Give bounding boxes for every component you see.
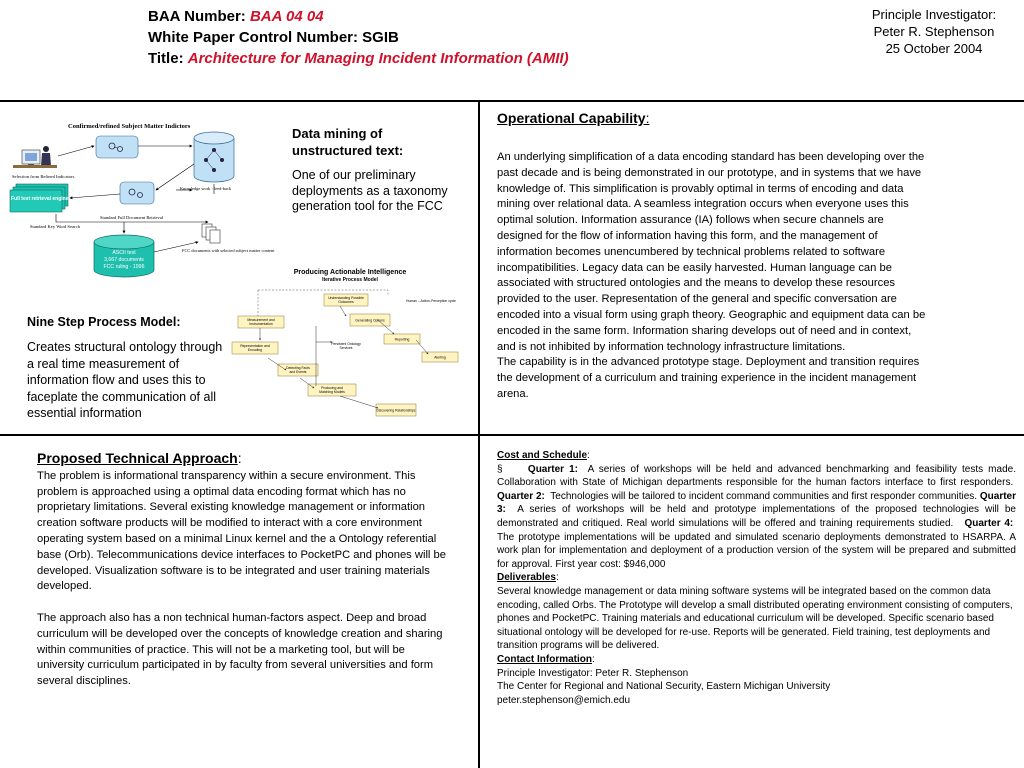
contact-org: The Center for Regional and National Security, Eastern Michigan University	[497, 681, 831, 693]
process-model-figure	[228, 266, 470, 430]
baa-label: BAA Number:	[148, 8, 250, 25]
ascii-database-icon	[94, 235, 154, 277]
cost-colon: :	[587, 450, 590, 461]
data-mining-figure	[8, 118, 283, 278]
indicator-card-icon	[96, 136, 138, 158]
label-standard-key: Standard Key Word Search	[30, 224, 80, 229]
figure2-legend: Human – Action-Perception cycle	[406, 299, 456, 303]
approach-colon: :	[237, 450, 242, 466]
process-box-label: Alerting	[434, 355, 446, 360]
process-box-label: Producing and Matching Models	[319, 386, 345, 394]
operational-heading	[497, 110, 649, 126]
data-mining-heading: Data mining of unstructured text:	[292, 126, 404, 158]
investigator-block	[854, 6, 1014, 57]
q2-text: Technologies will be tailored to incident command communities and first responder communities.	[550, 490, 978, 502]
document-title: Architecture for Managing Incident Information (AMII)	[187, 50, 569, 67]
process-box-label: Detecting Facts and Events	[286, 366, 310, 374]
q2-label: Quarter 2:	[497, 490, 545, 502]
operational-body	[497, 150, 927, 403]
cost-section	[497, 449, 1016, 707]
analyst-icon	[13, 146, 57, 168]
document-date: 25 October 2004	[885, 41, 983, 56]
white-paper-number: White Paper Control Number: SGIB	[148, 29, 399, 46]
q3-label: Quarter 3:	[497, 490, 1016, 516]
fcc-documents-icon	[202, 224, 220, 243]
db-line2: 3,667 documents	[104, 257, 144, 263]
process-box-label: Persistent Ontology Services	[331, 342, 361, 350]
process-box-label: Discovering Relationships	[376, 408, 416, 413]
deliverables-text: Several knowledge management or data mining software systems will be integrated based on the common data encoding, called Orbs. The Prototype will develop a small distributed operating environment consisting of computers, phones and PocketPC. Training materials and educational curriculum will be developed. Specific scenario based situational ontology will be developed for re-use. Reports will be generated. Field training, test deployments and transition programs will be delivered.	[497, 585, 1013, 652]
label-selection: Selection from Refined Indicators	[12, 174, 75, 179]
operational-para2: The capability is in the advanced prototype stage. Deployment and transition requires the development of a curriculum and training experience in the incident management arena.	[497, 356, 920, 400]
label-knowledge: Knowledge work : feed-back	[180, 186, 232, 191]
approach-heading: Proposed Technical Approach	[37, 450, 238, 466]
refined-card-icon	[120, 182, 154, 204]
pi-label: Principle Investigator:	[871, 7, 997, 22]
process-box-label: Measurement and Instrumentation	[247, 318, 275, 326]
data-mining-body: One of our preliminary deployments as a taxonomy generation tool for the FCC	[292, 168, 448, 213]
title-label: Title:	[148, 50, 188, 67]
process-box-label: Understanding Possible Outcomes	[328, 296, 364, 304]
column-divider	[478, 100, 480, 768]
approach-para1: The problem is informational transparency within a secure environment. This problem is approached using a optimal data encoding format which has no proprietary limitations. Several existing knowledge management or information creation software products will be modified to interact with a core environment operating system based on a minimal Linux kernel and the a Ontology referential base (Orb). Telecommunications device interfaces to PocketPC and phones will be developed. Visualization software is to be integrated and user training materials developed.	[37, 469, 446, 593]
contact-colon: :	[592, 653, 595, 665]
middle-divider	[0, 434, 1024, 436]
q4-text: The prototype implementations will be updated and simulated scenario deployments demonstrated to HSARPA. A work plan for implementation and deployment of a production version of the system will be prepared and submitted for approval. First year cost: $946,000	[497, 531, 1016, 570]
operational-heading-text: Operational Capability	[497, 110, 646, 126]
q3-text: A series of workshops will be held and prototype implementations of the proposed technologies will be demonstrated and critiqued. Real world simulations will be offered and training requirements studied.	[497, 504, 1016, 529]
bullet-icon: §	[497, 463, 503, 475]
operational-colon: :	[645, 110, 650, 126]
nine-step-body: Creates structural ontology through a real time measurement of information flow and uses this to faceplate the communication of all essential information	[27, 340, 223, 420]
q1-text: A series of workshops will be held and advanced benchmarking and feasibility tests made. Collaboration with State of Michigan departments responsible for the human factors interface to first responders.	[497, 463, 1016, 489]
figure2-title: Producing Actionable Intelligence	[293, 269, 407, 276]
q1-label: Quarter 1:	[527, 463, 579, 475]
process-box-label: Reporting	[394, 337, 410, 342]
knowledge-base-icon	[194, 132, 234, 182]
process-box-label: Generating Options	[355, 318, 385, 323]
deliverables-colon: :	[555, 572, 559, 584]
baa-number: BAA 04 04	[249, 8, 324, 25]
label-full-doc: Standard Full Document Retrieval	[100, 215, 164, 220]
header-divider	[0, 100, 1024, 102]
process-box-label: Representation and Encoding	[240, 344, 270, 352]
nine-step-heading: Nine Step Process Model:	[27, 315, 181, 329]
operational-para1: An underlying simplification of a data encoding standard has been developing over the past decade and is being demonstrated in our prototype, and in systems that we have knowledge of. This simplification is provably optimal in terms of encoding and data mining over relational data. A seamless integration occurs when everyone uses this optimal solution. Information assurance (IA) follows when secure channels are designed for the flow of information having this form, and the management of information becomes unencumbered by technical problems related to software incompatibilities. Legacy data can be easily harvested. Human language can be associated with structured ontologies and the means to develop these resources provided to the user. Representation of the general and specific conversation are encoded into a visual form using graph theory. Geographic and equipment data can be encoded in the same form. Information sharing develops out of need and in context, and is not inhibited by information technology infrastructure limitations.	[497, 151, 926, 353]
approach-section	[37, 451, 452, 690]
contact-pi: Principle Investigator: Peter R. Stephenson	[497, 667, 689, 679]
contact-email[interactable]: peter.stephenson@emich.edu	[497, 694, 631, 706]
approach-para2: The approach also has a non technical human-factors aspect. Deep and broad curriculum will be developed over the concepts of knowledge creation and sharing within communities of practice. This will not be a marketing tool, but will be university curriculum participated in by faculty from several universities and form several disciplines.	[37, 611, 443, 688]
figure2-subtitle: Iterative Process Model	[322, 277, 378, 283]
figure1-title: Confirmed/refined Subject Matter Indictors	[68, 123, 191, 130]
q4-label: Quarter 4:	[964, 517, 1014, 529]
contact-heading: Contact Information	[497, 653, 592, 665]
cost-heading: Cost and Schedule	[497, 450, 588, 461]
quarters-text	[497, 463, 1016, 572]
label-fulltext: Full text retrieval engine	[11, 196, 69, 202]
db-line3: FCC ruling - 1996	[103, 264, 145, 270]
deliverables-heading: Deliverables	[497, 572, 556, 584]
db-line1: ASCII text	[112, 250, 136, 256]
label-fcc-docs: FCC documents with selected subject matter content	[182, 248, 275, 253]
pi-name: Peter R. Stephenson	[873, 24, 995, 39]
header-block	[148, 6, 569, 69]
